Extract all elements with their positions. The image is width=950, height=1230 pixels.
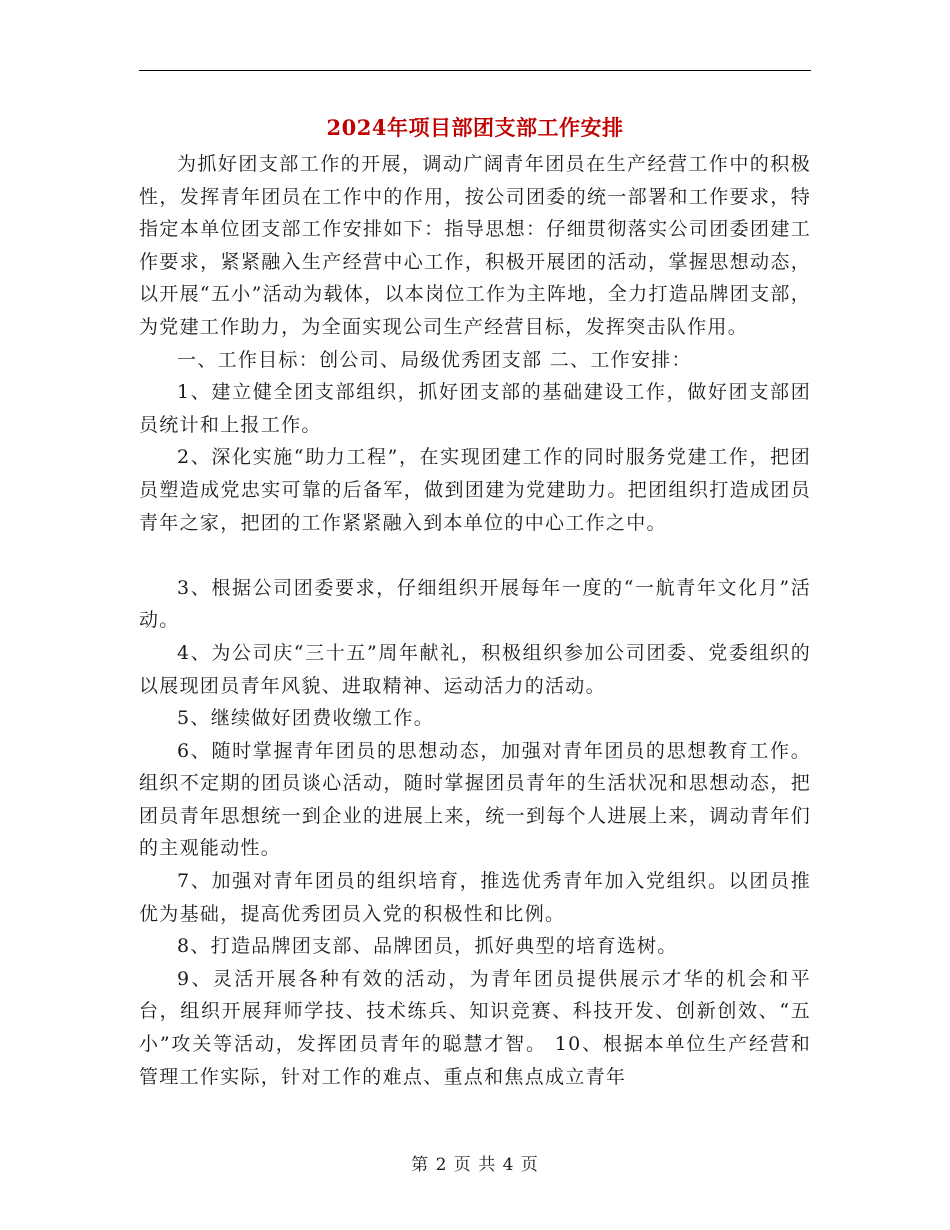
paragraph-item-6: 6、随时掌握青年团员的思想动态，加强对青年团员的思想教育工作。组织不定期的团员谈心活动，随时掌握团员青年的生活状况和思想动态，把团员青年思想统一到企业的进展上来，统一到每个人进展上来，调动青年们的主观能动性。 — [139, 739, 811, 860]
paragraph-goal: 一、工作目标：创公司、局级优秀团支部 二、工作安排： — [177, 348, 692, 371]
paragraph-item-3: 3、根据公司团委要求，仔细组织开展每年一度的“一航青年文化月”活动。 — [139, 576, 811, 632]
paragraph-intro: 为抓好团支部工作的开展，调动广阔青年团员在生产经营工作中的积极性，发挥青年团员在工作中的作用，按公司团委的统一部署和工作要求，特指定本单位团支部工作安排如下：指导思想：仔细贯彻落实公司团委团建工作要求，紧紧融入生产经营中心工作，积极开展团的活动，掌握思想动态，以开展“五小”活动为载体，以本岗位工作为主阵地，全力打造品牌团支部，为党建工作助力，为全面实现公司生产经营目标，发挥突击队作用。 — [139, 153, 811, 338]
paragraph-item-8: 8、打造品牌团支部、品牌团员，抓好典型的培育选树。 — [177, 935, 678, 958]
document-title: 2024年项目部团支部工作安排 — [326, 115, 624, 140]
paragraph-item-1: 1、建立健全团支部组织，抓好团支部的基础建设工作，做好团支部团员统计和上报工作。 — [139, 381, 811, 436]
document-body — [139, 148, 811, 1093]
page-number: 第 2 页 共 4 页 — [411, 1155, 539, 1175]
paragraph-item-4: 4、为公司庆“三十五”周年献礼，积极组织参加公司团委、党委组织的以展现团员青年风貌、进取精神、运动活力的活动。 — [139, 641, 811, 697]
paragraph-item-9: 9、灵活开展各种有效的活动，为青年团员提供展示才华的机会和平台，组织开展拜师学技、技术练兵、知识竞赛、科技开发、创新创效、“五小”攻关等活动，发挥团员青年的聪慧才智。 10、根据本单位生产经营和管理工作实际，针对工作的难点、重点和焦点成立青年 — [139, 967, 811, 1088]
paragraph-item-5: 5、继续做好团费收缴工作。 — [177, 707, 434, 730]
header-rule — [139, 70, 811, 71]
paragraph-item-2: 2、深化实施“助力工程”，在实现团建工作的同时服务党建工作，把团员塑造成党忠实可靠的后备军，做到团建为党建助力。把团组织打造成团员青年之家，把团的工作紧紧融入到本单位的中心工作之中。 — [139, 446, 811, 534]
paragraph-item-7: 7、加强对青年团员的组织培育，推选优秀青年加入党组织。以团员推优为基础，提高优秀团员入党的积极性和比例。 — [139, 870, 811, 925]
